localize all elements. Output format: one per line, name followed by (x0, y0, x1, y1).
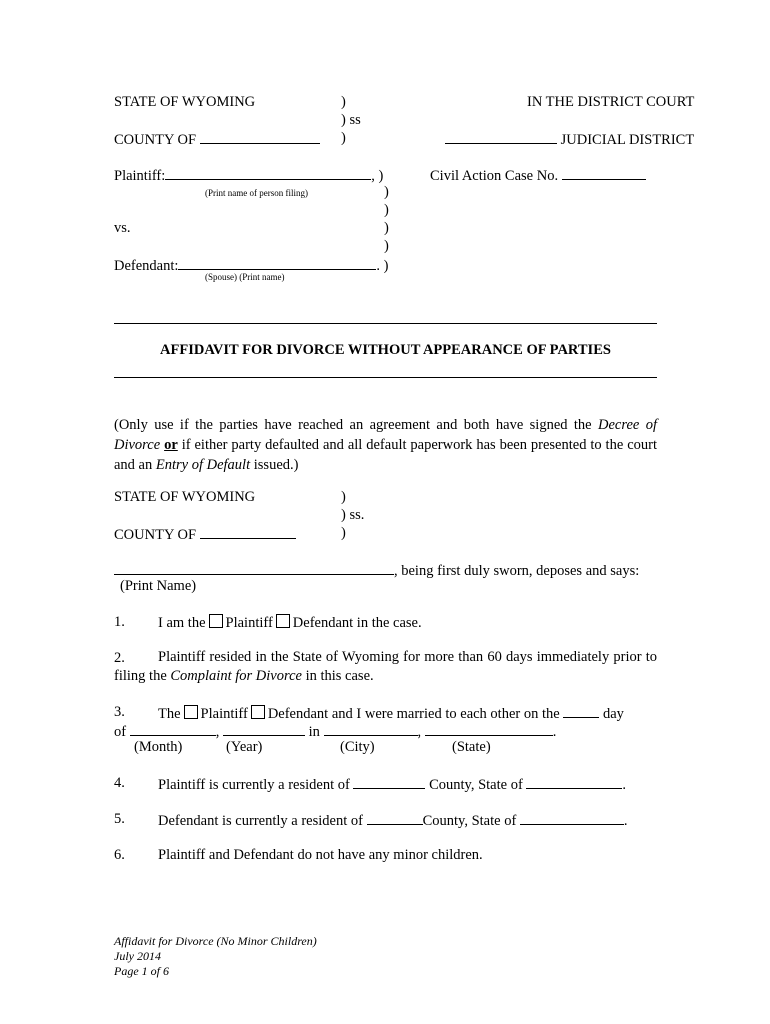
caption-ss: ) ss (341, 112, 361, 128)
complaint-term: Complaint for Divorce (170, 668, 302, 684)
plaintiff-option: Plaintiff (200, 706, 248, 722)
footer-page: Page 1 of 6 (114, 964, 169, 978)
plaintiff-county-field[interactable] (353, 775, 425, 789)
venue-ss: ) ss. (341, 507, 365, 523)
county-row (114, 130, 320, 149)
defendant-state-field[interactable] (520, 811, 624, 825)
caption-paren: ) (384, 220, 389, 236)
defendant-hint: (Spouse) (Print name) (205, 272, 285, 282)
civil-action-row (430, 166, 646, 185)
marriage-year-field[interactable] (223, 722, 305, 736)
item-2-text: in this case. (301, 668, 374, 684)
county-field[interactable] (200, 130, 320, 144)
item-5: Defendant is currently a resident of County, State of . (158, 813, 628, 829)
marriage-city-field[interactable] (324, 722, 418, 736)
state-hint: (State) (452, 739, 491, 755)
judicial-district-field[interactable] (445, 130, 557, 144)
item-5-text: Defendant is currently a resident of (158, 813, 363, 829)
caption-paren: ) (384, 202, 389, 218)
item-2 (114, 648, 657, 686)
defendant-name-field[interactable] (178, 256, 376, 270)
year-hint: (Year) (226, 739, 263, 755)
item-5-text: County, State of (422, 813, 517, 829)
item-3-text: day (602, 706, 624, 722)
venue-county-label: COUNTY OF (114, 527, 197, 543)
plaintiff-end: , ) (371, 168, 384, 184)
defendant-checkbox[interactable] (276, 614, 290, 628)
plaintiff-checkbox[interactable] (209, 614, 223, 628)
instructions (114, 415, 657, 475)
court-heading: IN THE DISTRICT COURT (527, 94, 695, 110)
civil-action-label: Civil Action Case No. (430, 168, 559, 184)
item-4-text: Plaintiff is currently a resident of (158, 777, 350, 793)
defendant-checkbox[interactable] (251, 705, 265, 719)
venue-paren: ) (341, 525, 346, 541)
caption-paren: ) (341, 130, 346, 146)
case-number-field[interactable] (562, 166, 646, 180)
venue-paren: ) (341, 489, 346, 505)
judicial-district-label: JUDICIAL DISTRICT (560, 132, 695, 148)
venue-county-row (114, 525, 296, 544)
item-3-text: of (114, 724, 127, 740)
item-2-number: 2. (114, 650, 125, 666)
entry-term: Entry of Default (155, 457, 251, 473)
footer-date: July 2014 (114, 949, 161, 963)
item-3-text: in (308, 724, 320, 740)
item-1-text: in the case. (356, 615, 422, 631)
item-5-number: 5. (114, 811, 125, 827)
state-label: STATE OF WYOMING (114, 94, 256, 110)
item-3-line-1 (158, 704, 624, 723)
print-name-hint: (Print Name) (120, 578, 197, 594)
venue-county-field[interactable] (200, 525, 296, 539)
decree-term: Decree of Divorce (114, 417, 657, 453)
month-hint: (Month) (134, 739, 183, 755)
city-hint: (City) (340, 739, 375, 755)
item-6-number: 6. (114, 847, 125, 863)
document-title: AFFIDAVIT FOR DIVORCE WITHOUT APPEARANCE OF PARTIES (160, 342, 611, 358)
plaintiff-label: Plaintiff: (114, 168, 166, 184)
instructions-text: issued.) (250, 457, 299, 473)
instructions-text: (Only use if the parties have reached an agreement and both have signed the (114, 417, 598, 433)
defendant-county-field[interactable] (367, 811, 423, 825)
venue-state: STATE OF WYOMING (114, 489, 256, 505)
marriage-day-field[interactable] (563, 704, 599, 718)
footer-form-name: Affidavit for Divorce (No Minor Children) (114, 934, 317, 948)
caption-paren: ) (384, 184, 389, 200)
defendant-option: Defendant (267, 706, 329, 722)
plaintiff-name-field[interactable] (165, 166, 371, 180)
item-4-number: 4. (114, 775, 125, 791)
item-4-text: County, State of (429, 777, 523, 793)
or-emphasis: or (164, 437, 178, 453)
item-4: Plaintiff is currently a resident of County, State of . (158, 777, 627, 793)
item-1 (158, 614, 422, 632)
plaintiff-option: Plaintiff (225, 615, 273, 631)
affiant-name-field[interactable] (114, 561, 394, 575)
plaintiff-state-field[interactable] (526, 775, 622, 789)
defendant-option: Defendant (292, 615, 354, 631)
item-3-number: 3. (114, 704, 125, 720)
item-3-text: The (158, 706, 181, 722)
plaintiff-checkbox[interactable] (184, 705, 198, 719)
item-6-text: Plaintiff and Defendant do not have any minor children. (158, 847, 483, 863)
marriage-state-field[interactable] (425, 722, 553, 736)
caption-paren: ) (384, 238, 389, 254)
item-1-text: I am the (158, 615, 206, 631)
title-rule-bottom (114, 377, 657, 378)
plaintiff-hint: (Print name of person filing) (205, 188, 308, 198)
item-3-line-2: of , in , . (114, 724, 557, 740)
oath-text: , being first duly sworn, deposes and says: (394, 563, 640, 579)
caption-paren: ) (341, 94, 346, 110)
vs-label: vs. (114, 220, 131, 236)
defendant-label: Defendant: (114, 258, 179, 274)
defendant-end: . ) (376, 258, 389, 274)
item-3-text: and I were married to each other on the (331, 706, 560, 722)
item-2-text: Plaintiff resided in the State of Wyoming for more than 60 days immediately prior to filing the (114, 649, 657, 684)
plaintiff-row (114, 166, 383, 185)
county-label: COUNTY OF (114, 132, 197, 148)
judicial-district-row (445, 130, 694, 149)
item-1-number: 1. (114, 614, 125, 630)
marriage-month-field[interactable] (130, 722, 216, 736)
instructions-text: if either party defaulted and all default paperwork has been presented to the court and an (114, 437, 657, 473)
title-rule-top (114, 323, 657, 324)
